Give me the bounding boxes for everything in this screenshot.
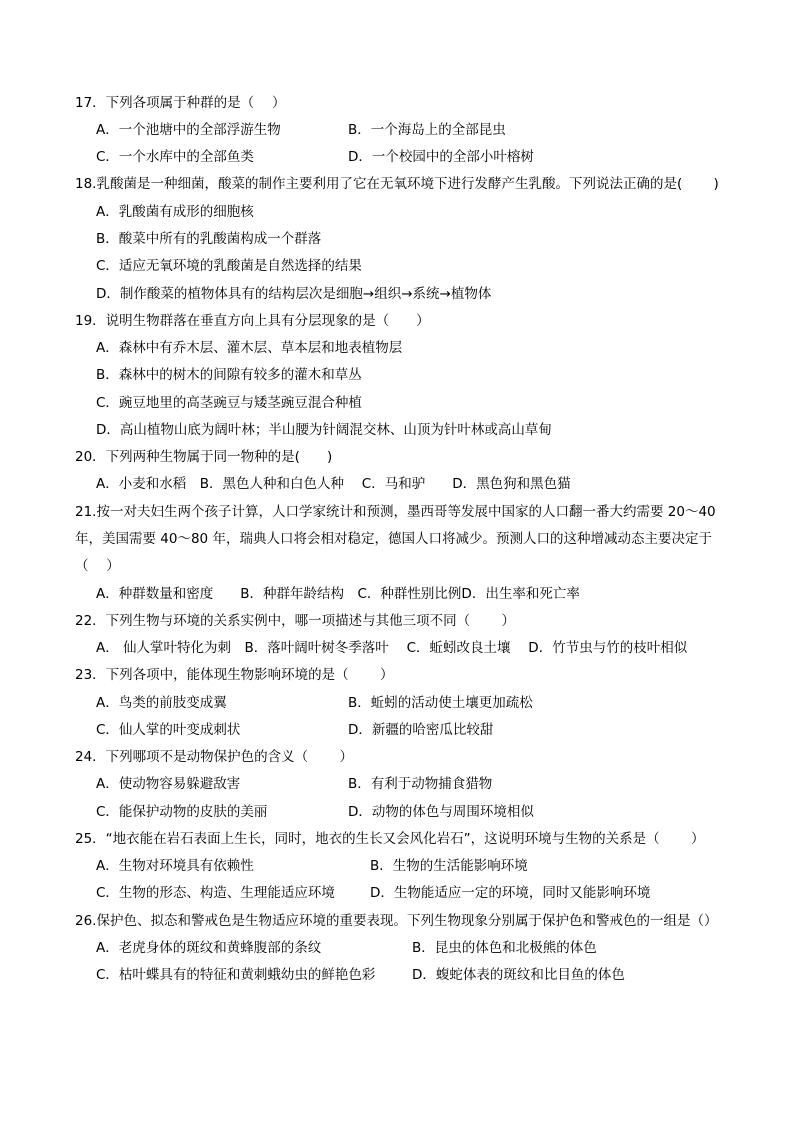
question-19-option-b: B．森林中的树木的间隙有较多的灌木和草丛	[96, 367, 362, 383]
question-20-options: A．小麦和水稻 B．黑色人种和白色人种 C．马和驴 D．黑色狗和黑色猫	[96, 476, 571, 492]
question-21-stem-line-2: 年，美国需要 40～80 年，瑞典人口将会相对稳定，德国人口将减少。预测人口的这种增减动态主要决定于	[75, 531, 712, 547]
question-18-option-c: C．适应无氧环境的乳酸菌是自然选择的结果	[96, 258, 362, 274]
question-24-stem: 24．下列哪项不是动物保护色的含义（ ）	[75, 749, 353, 765]
question-23-option-d: D．新疆的哈密瓜比较甜	[348, 722, 494, 738]
question-20-stem: 20．下列两种生物属于同一物种的是( )	[75, 449, 333, 465]
question-23-option-a: A．鸟类的前肢变成翼	[96, 695, 227, 711]
question-18-option-b: B．酸菜中所有的乳酸菌构成一个群落	[96, 231, 322, 247]
question-25-stem: 25．“地衣能在岩石表面上生长，同时，地衣的生长又会风化岩石”，这说明环境与生物的关系是（ ）	[75, 831, 705, 847]
question-18-stem: 18.乳酸菌是一种细菌，酸菜的制作主要利用了它在无氧环境下进行发酵产生乳酸。下列说法正确的是( )	[75, 176, 719, 192]
question-26-option-b: B．昆虫的体色和北极熊的体色	[412, 940, 597, 956]
question-21-options: A．种群数量和密度 B．种群年龄结构 C．种群性别比例D．出生率和死亡率	[96, 586, 580, 602]
question-24-option-a: A．使动物容易躲避敌害	[96, 776, 241, 792]
question-17-option-d: D．一个校园中的全部小叶榕树	[348, 149, 534, 165]
question-25-option-d: D．生物能适应一定的环境，同时又能影响环境	[370, 885, 651, 901]
question-22-stem: 22．下列生物与环境的关系实例中，哪一项描述与其他三项不同（ ）	[75, 613, 515, 629]
question-17-stem: 17．下列各项属于种群的是（ ）	[75, 95, 286, 111]
question-22-options: A． 仙人掌叶特化为刺 B．落叶阔叶树冬季落叶 C．蚯蚓改良土壤 D．竹节虫与竹的枝叶相似	[96, 640, 688, 656]
question-24-option-d: D．动物的体色与周围环境相似	[348, 804, 534, 820]
question-25-option-a: A．生物对环境具有依赖性	[96, 858, 254, 874]
question-26-option-d: D．蝮蛇体表的斑纹和比目鱼的体色	[412, 967, 625, 983]
question-26-option-a: A．老虎身体的斑纹和黄蜂腹部的条纹	[96, 940, 322, 956]
question-19-option-d: D．高山植物山底为阔叶林；半山腰为针阔混交林、山顶为针叶林或高山草甸	[96, 422, 552, 438]
question-17-option-a: A．一个池塘中的全部浮游生物	[96, 122, 281, 138]
question-26-option-c: C．枯叶蝶具有的特征和黄刺蛾幼虫的鲜艳色彩	[96, 967, 376, 983]
question-18-option-d: D．制作酸菜的植物体具有的结构层次是细胞→组织→系统→植物体	[96, 286, 492, 302]
question-21-stem-line-3: （ ）	[75, 558, 120, 574]
question-17-option-b: B．一个海岛上的全部昆虫	[348, 122, 506, 138]
question-17-option-c: C．一个水库中的全部鱼类	[96, 149, 254, 165]
question-26-stem: 26.保护色、拟态和警戒色是生物适应环境的重要表现。下列生物现象分别属于保护色和警戒色的一组是（）	[75, 913, 718, 929]
question-19-option-a: A．森林中有乔木层、灌木层、草本层和地表植物层	[96, 340, 403, 356]
question-25-option-c: C．生物的形态、构造、生理能适应环境	[96, 885, 335, 901]
question-23-option-b: B．蚯蚓的活动使土壤更加疏松	[348, 695, 533, 711]
question-23-option-c: C．仙人掌的叶变成刺状	[96, 722, 241, 738]
question-19-stem: 19．说明生物群落在垂直方向上具有分层现象的是（ ）	[75, 313, 430, 329]
question-24-option-c: C．能保护动物的皮肤的美丽	[96, 804, 268, 820]
question-24-option-b: B．有利于动物捕食猎物	[348, 776, 493, 792]
question-18-option-a: A．乳酸菌有成形的细胞核	[96, 204, 254, 220]
question-21-stem-line-1: 21.按一对夫妇生两个孩子计算，人口学家统计和预测，墨西哥等发展中国家的人口翻一番大约需要 20～40	[75, 504, 716, 520]
question-25-option-b: B．生物的生活能影响环境	[370, 858, 528, 874]
question-19-option-c: C．豌豆地里的高茎豌豆与矮茎豌豆混合种植	[96, 395, 362, 411]
question-23-stem: 23．下列各项中，能体现生物影响环境的是（ ）	[75, 667, 394, 683]
